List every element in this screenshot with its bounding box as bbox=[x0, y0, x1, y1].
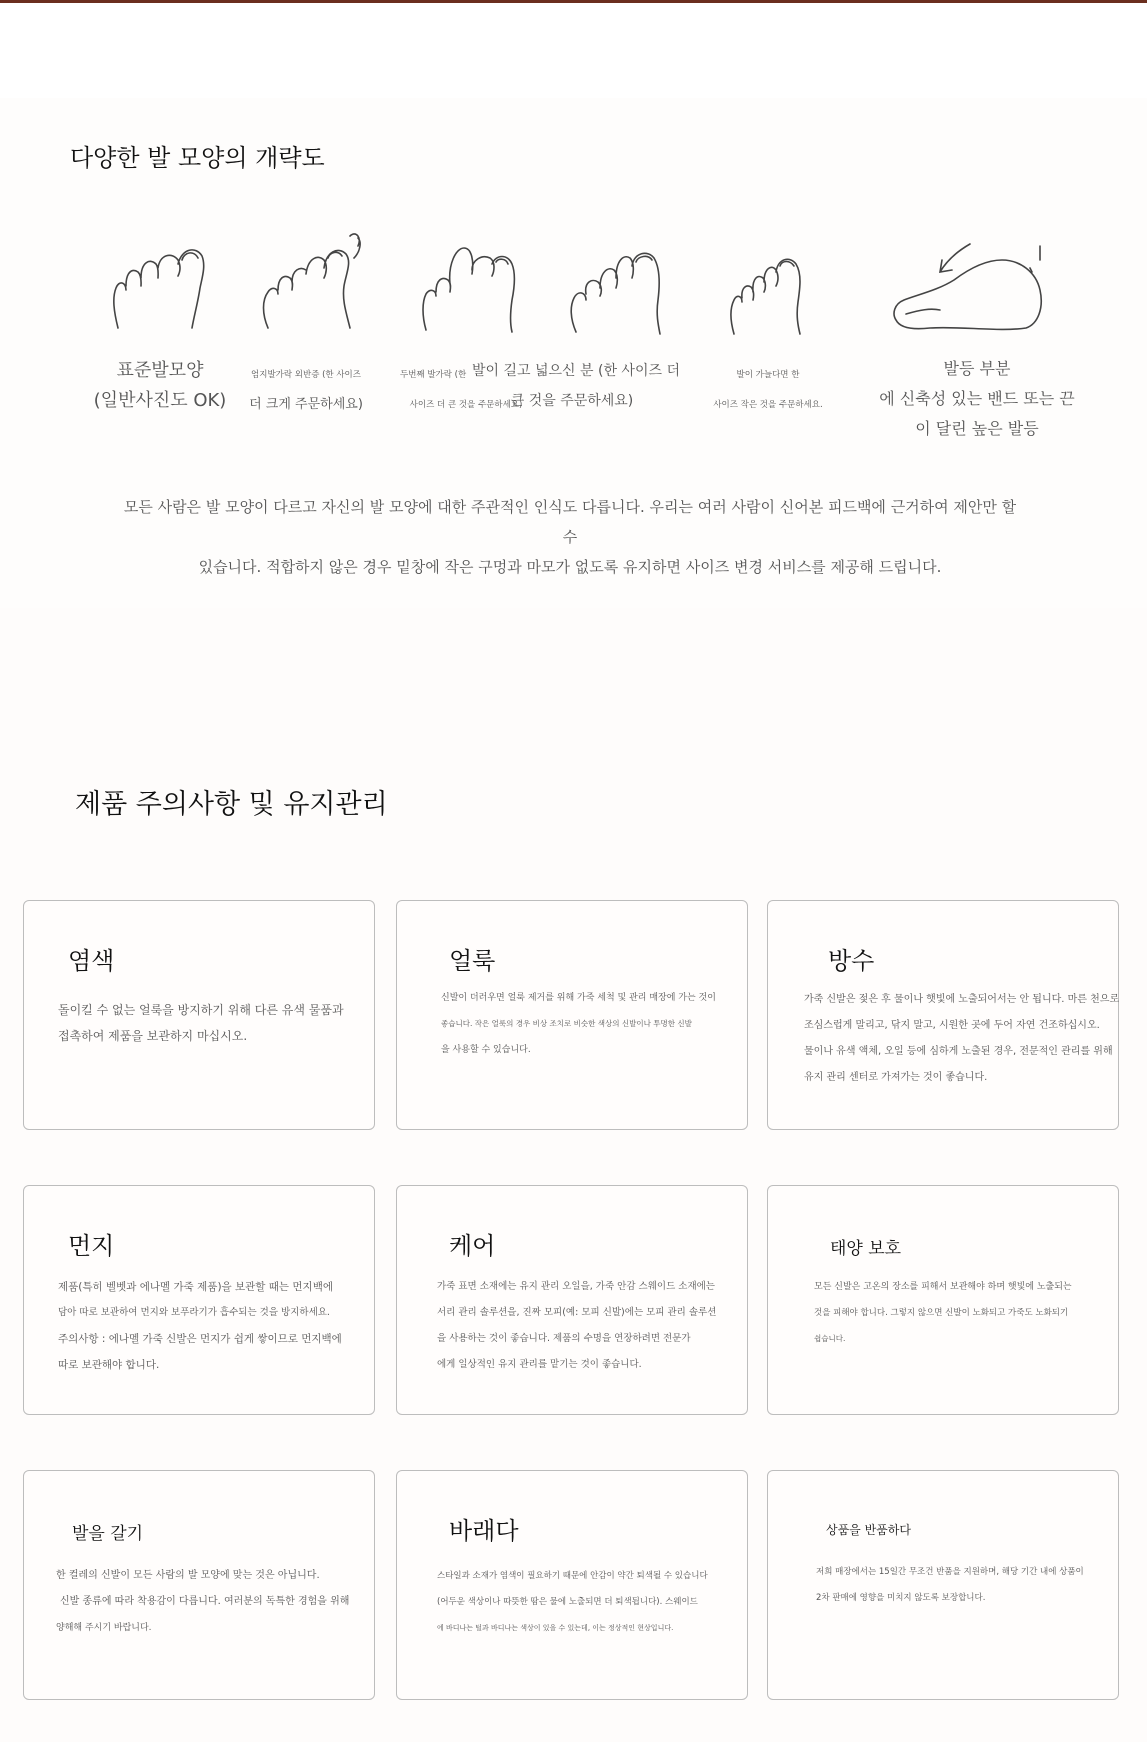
caption-line: 더 크게 주문하세요) bbox=[249, 397, 363, 412]
card-line: 신발 종류에 따라 착용감이 다릅니다. 여러분의 독특한 경험을 위해 bbox=[60, 1596, 350, 1607]
caption-line: 사이즈 더 큰 것을 주문하세요) bbox=[409, 400, 523, 410]
care-heading: 제품 주의사항 및 유지관리 bbox=[75, 789, 388, 820]
card-line: 신발이 더러우면 얼룩 제거를 위해 가죽 세척 및 관리 매장에 가는 것이 bbox=[441, 993, 716, 1003]
card-line: 돌이킬 수 없는 얼룩을 방지하기 위해 다른 유색 물품과 bbox=[58, 1003, 344, 1017]
card-line: 저희 매장에서는 15일간 무조건 반품을 지원하며, 해당 기간 내에 상품이 bbox=[816, 1567, 1084, 1577]
foot-type-caption-narrow bbox=[700, 360, 836, 420]
care-card-replacement bbox=[23, 1470, 375, 1700]
caption-line: 발등 부분 bbox=[943, 359, 1011, 378]
card-title: 바래다 bbox=[449, 1517, 519, 1545]
caption-line: 표준발모양 bbox=[116, 360, 204, 381]
narrow-foot-icon bbox=[728, 248, 808, 336]
card-title: 염색 bbox=[68, 947, 115, 975]
card-line: 쉽습니다. bbox=[814, 1334, 846, 1343]
card-line: 에 바디나는 털과 바디나는 색상이 있을 수 있는데, 이는 정상적인 현상입니다. bbox=[437, 1624, 674, 1632]
caption-line: 엄지발가락 외반증 (한 사이즈 bbox=[251, 370, 361, 380]
card-line: 을 사용할 수 있습니다. bbox=[441, 1045, 531, 1055]
care-card-care bbox=[396, 1185, 748, 1415]
card-line: 서리 관리 솔루션을, 진짜 모피(예: 모피 신발)에는 모피 관리 솔루션 bbox=[437, 1307, 717, 1318]
caption-line: 사이즈 작은 것을 주문하세요. bbox=[713, 400, 823, 410]
card-line: 모든 신발은 고온의 장소를 피해서 보관해야 하며 햇빛에 노출되는 bbox=[814, 1282, 1072, 1292]
card-title: 발을 갈기 bbox=[72, 1524, 144, 1544]
care-card-dust bbox=[23, 1185, 375, 1415]
caption-line: 큰 것을 주문하세요) bbox=[510, 393, 634, 409]
card-line: 물이나 유색 액체, 오일 등에 심하게 노출된 경우, 전문적인 관리를 위해 bbox=[804, 1046, 1113, 1057]
card-title: 얼룩 bbox=[449, 947, 496, 975]
card-body bbox=[58, 997, 358, 1049]
card-line: 좋습니다. 작은 얼룩의 경우 비상 조치로 비슷한 색상의 신발이나 투명한 신발 bbox=[441, 1019, 692, 1028]
card-title: 상품을 반품하다 bbox=[826, 1523, 911, 1537]
caption-line: 발이 길고 넓으신 분 (한 사이즈 더 bbox=[472, 363, 680, 379]
size-description-line: 모든 사람은 발 모양이 다르고 자신의 발 모양에 대한 주관적인 인식도 다릅니다. 우리는 여러 사람이 신어본 피드백에 근거하여 제안만 할 수 bbox=[123, 498, 1017, 546]
foot-type-caption-standard bbox=[80, 356, 240, 416]
care-card-fading bbox=[396, 1470, 748, 1700]
care-card-waterproof bbox=[767, 900, 1119, 1130]
card-body bbox=[58, 1274, 358, 1378]
high-instep-foot-icon bbox=[890, 238, 1050, 332]
card-title: 케어 bbox=[449, 1232, 496, 1260]
card-line: 가죽 신발은 젖은 후 물이나 햇빛에 노출되어서는 안 됩니다. 마른 천으로 bbox=[804, 994, 1120, 1005]
long-second-toe-foot-icon bbox=[420, 240, 520, 335]
card-line: 양해해 주시기 바랍니다. bbox=[56, 1623, 152, 1633]
caption-line: 발이 가늘다면 한 bbox=[736, 370, 800, 380]
card-title: 태양 보호 bbox=[830, 1239, 902, 1259]
card-line: 주의사항 : 에나멜 가죽 신발은 먼지가 쉽게 쌓이므로 먼지백에 bbox=[58, 1333, 342, 1345]
card-body bbox=[816, 1559, 1116, 1611]
card-body bbox=[441, 985, 741, 1063]
card-line: 것을 피해야 합니다. 그렇지 않으면 신발이 노화되고 가죽도 노화되기 bbox=[814, 1308, 1069, 1318]
size-description bbox=[120, 492, 1020, 582]
long-wide-foot-icon bbox=[568, 244, 668, 336]
card-body bbox=[437, 1274, 737, 1378]
foot-type-caption-high-instep bbox=[870, 354, 1084, 444]
card-body bbox=[437, 1563, 737, 1641]
foot-type-caption-long-wide bbox=[472, 356, 680, 416]
card-line: 한 컬레의 신발이 모든 사람의 발 모양에 맞는 것은 아닙니다. bbox=[56, 1570, 320, 1581]
care-card-sun-protection bbox=[767, 1185, 1119, 1415]
card-title: 먼지 bbox=[68, 1232, 115, 1260]
card-body bbox=[56, 1563, 356, 1641]
care-card-returns bbox=[767, 1470, 1119, 1700]
size-description-line: 있습니다. 적합하지 않은 경우 밑창에 작은 구멍과 마모가 없도록 유지하면 사이즈 변경 서비스를 제공해 드립니다. bbox=[198, 558, 942, 576]
caption-line: (일반사진도 OK) bbox=[93, 390, 227, 411]
card-body bbox=[804, 987, 1120, 1091]
card-line: 접촉하여 제품을 보관하지 마십시오. bbox=[58, 1029, 248, 1043]
card-line: (어두운 색상이나 따뜻한 땀은 물에 노출되면 더 퇴색됩니다). 스웨이드 bbox=[437, 1597, 698, 1607]
card-line: 제품(특히 벨벳과 에나멜 가죽 제품)을 보관할 때는 먼지백에 bbox=[58, 1281, 333, 1293]
card-body bbox=[814, 1274, 1114, 1352]
card-line: 따로 보관해야 합니다. bbox=[58, 1359, 160, 1371]
card-line: 에게 일상적인 유지 관리를 맡기는 것이 좋습니다. bbox=[437, 1359, 642, 1370]
foot-shapes-heading: 다양한 발 모양의 개략도 bbox=[70, 144, 325, 172]
foot-type-caption-bunion bbox=[236, 360, 376, 420]
card-line: 가죽 표면 소재에는 유지 관리 오일을, 가죽 안감 스웨이드 소재에는 bbox=[437, 1281, 715, 1292]
card-line: 을 사용하는 것이 좋습니다. 제품의 수명을 연장하려면 전문가 bbox=[437, 1333, 691, 1344]
card-line: 조심스럽게 말리고, 닦지 말고, 시원한 곳에 두어 자연 건조하십시오. bbox=[804, 1020, 1100, 1031]
card-line: 스타일과 소재가 염색이 필요하기 때문에 안감이 약간 퇴색될 수 있습니다 bbox=[437, 1571, 708, 1581]
card-title: 방수 bbox=[828, 947, 875, 975]
top-band bbox=[0, 3, 1147, 98]
standard-foot-icon bbox=[108, 232, 208, 332]
caption-line: 이 달린 높은 발등 bbox=[915, 419, 1039, 438]
card-line: 담아 따로 보관하여 먼지와 보푸라기가 흡수되는 것을 방지하세요. bbox=[58, 1307, 330, 1318]
care-card-stain bbox=[396, 900, 748, 1130]
card-line: 유지 관리 센터로 가져가는 것이 좋습니다. bbox=[804, 1072, 988, 1083]
care-card-dyeing bbox=[23, 900, 375, 1130]
caption-line: 두번째 발가락 (한 bbox=[400, 370, 467, 380]
caption-line: 에 신축성 있는 밴드 또는 끈 bbox=[879, 389, 1075, 408]
card-line: 2차 판매에 영향을 미치지 않도록 보장합니다. bbox=[816, 1593, 986, 1603]
bunion-foot-icon bbox=[258, 228, 368, 334]
